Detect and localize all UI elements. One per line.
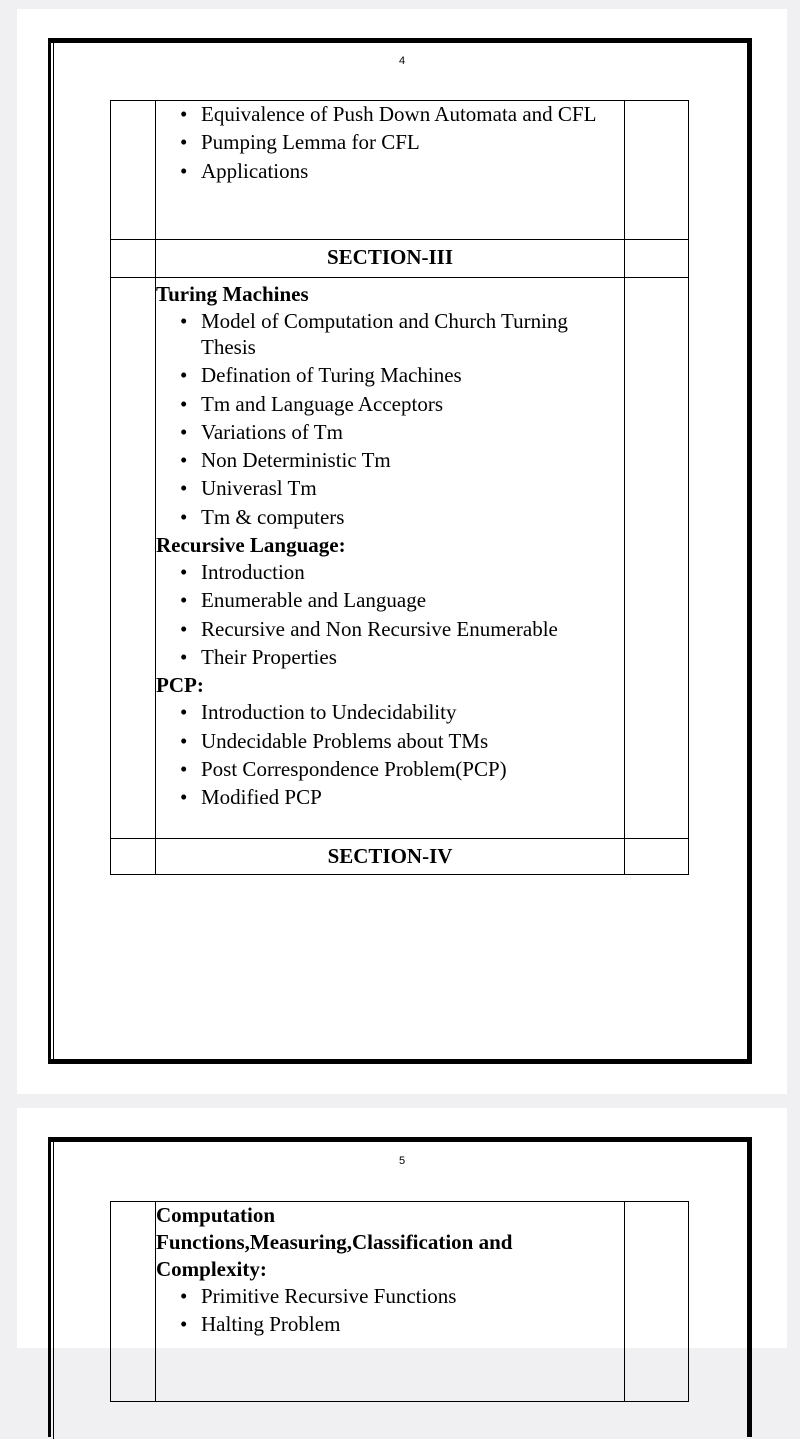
bullet-icon: •: [180, 419, 188, 444]
page-number: 4: [398, 55, 406, 67]
table-cell-right: [625, 278, 689, 839]
topic-heading-line: Functions,Measuring,Classification and: [156, 1230, 513, 1254]
list-item: • Tm and Language Acceptors: [180, 391, 443, 416]
bullet-icon: •: [180, 700, 188, 725]
topic-heading-line: Computation: [156, 1203, 276, 1227]
bullet-list: [156, 308, 624, 530]
topic-heading-line: Complexity:: [156, 1257, 267, 1281]
bullet-list: [156, 101, 624, 184]
bullet-icon: •: [180, 504, 188, 529]
bullet-icon: •: [180, 756, 188, 781]
list-item: • Recursive and Non Recursive Enumerable: [180, 616, 558, 641]
table-row: [111, 240, 689, 278]
table-cell-content: [156, 101, 625, 240]
bullet-icon: •: [180, 363, 188, 388]
bullet-icon: •: [180, 391, 188, 416]
bullet-list: [156, 699, 624, 810]
list-item: • Modified PCP: [180, 785, 322, 810]
table-row: [111, 1202, 689, 1402]
table-row: [111, 101, 689, 240]
list-item: • Undecidable Problems about TMs: [180, 728, 489, 753]
topic-heading: Recursive Language:: [156, 533, 346, 558]
list-item: • Univerasl Tm: [180, 476, 317, 501]
bullet-icon: •: [180, 644, 188, 669]
list-item: • Halting Problem: [180, 1312, 341, 1337]
bullet-icon: •: [180, 102, 188, 126]
syllabus-table: [110, 100, 689, 875]
table-cell-right: [625, 1202, 689, 1402]
table-cell-left: [111, 240, 156, 278]
list-item: • Model of Computation and Church Turning Thesis: [180, 309, 568, 359]
list-item: • Enumerable and Language: [180, 588, 427, 613]
list-item: • Applications: [180, 158, 309, 183]
page-number: 5: [398, 1155, 406, 1167]
bullet-icon: •: [180, 728, 188, 753]
document-page-5: [17, 1108, 787, 1348]
bullet-icon: •: [180, 1284, 188, 1308]
table-cell-left: [111, 101, 156, 240]
table-cell-content: [156, 278, 625, 839]
topic-heading: Turing Machines: [156, 282, 309, 306]
bullet-list: [156, 559, 624, 670]
table-cell-right: [625, 101, 689, 240]
list-item: • Pumping Lemma for CFL: [180, 130, 420, 155]
list-item: • Introduction to Undecidability: [180, 700, 457, 725]
table-cell-right: [625, 240, 689, 278]
table-cell-content: [156, 1202, 625, 1402]
bullet-icon: •: [180, 448, 188, 473]
table-row: [111, 278, 689, 839]
bullet-icon: •: [180, 588, 188, 613]
list-item: • Non Deterministic Tm: [180, 448, 391, 473]
bullet-icon: •: [180, 1312, 188, 1337]
list-item: • Equivalence of Push Down Automata and CFL: [180, 102, 597, 126]
bullet-icon: •: [180, 560, 188, 585]
bullet-list: [156, 1283, 624, 1337]
bullet-icon: •: [180, 158, 188, 183]
table-cell-left: [111, 1202, 156, 1402]
document-page-4: [17, 9, 787, 1094]
list-item: • Introduction: [180, 560, 305, 585]
list-item: • Defination of Turing Machines: [180, 363, 462, 388]
table-row: [111, 839, 689, 875]
list-item: • Primitive Recursive Functions: [180, 1284, 457, 1308]
table-cell-left: [111, 278, 156, 839]
topic-heading: PCP:: [156, 673, 204, 698]
syllabus-table: [110, 1201, 689, 1402]
list-item: • Variations of Tm: [180, 419, 343, 444]
bullet-icon: •: [180, 785, 188, 810]
bullet-icon: •: [180, 476, 188, 501]
section-title: SECTION-IV: [156, 839, 625, 875]
bullet-icon: •: [180, 309, 188, 333]
table-cell-right: [625, 839, 689, 875]
list-item: • Post Correspondence Problem(PCP): [180, 756, 507, 781]
bullet-icon: •: [180, 130, 188, 155]
list-item: • Their Properties: [180, 644, 337, 669]
table-cell-left: [111, 839, 156, 875]
section-title: SECTION-III: [156, 240, 625, 278]
bullet-icon: •: [180, 616, 188, 641]
list-item: • Tm & computers: [180, 504, 345, 529]
